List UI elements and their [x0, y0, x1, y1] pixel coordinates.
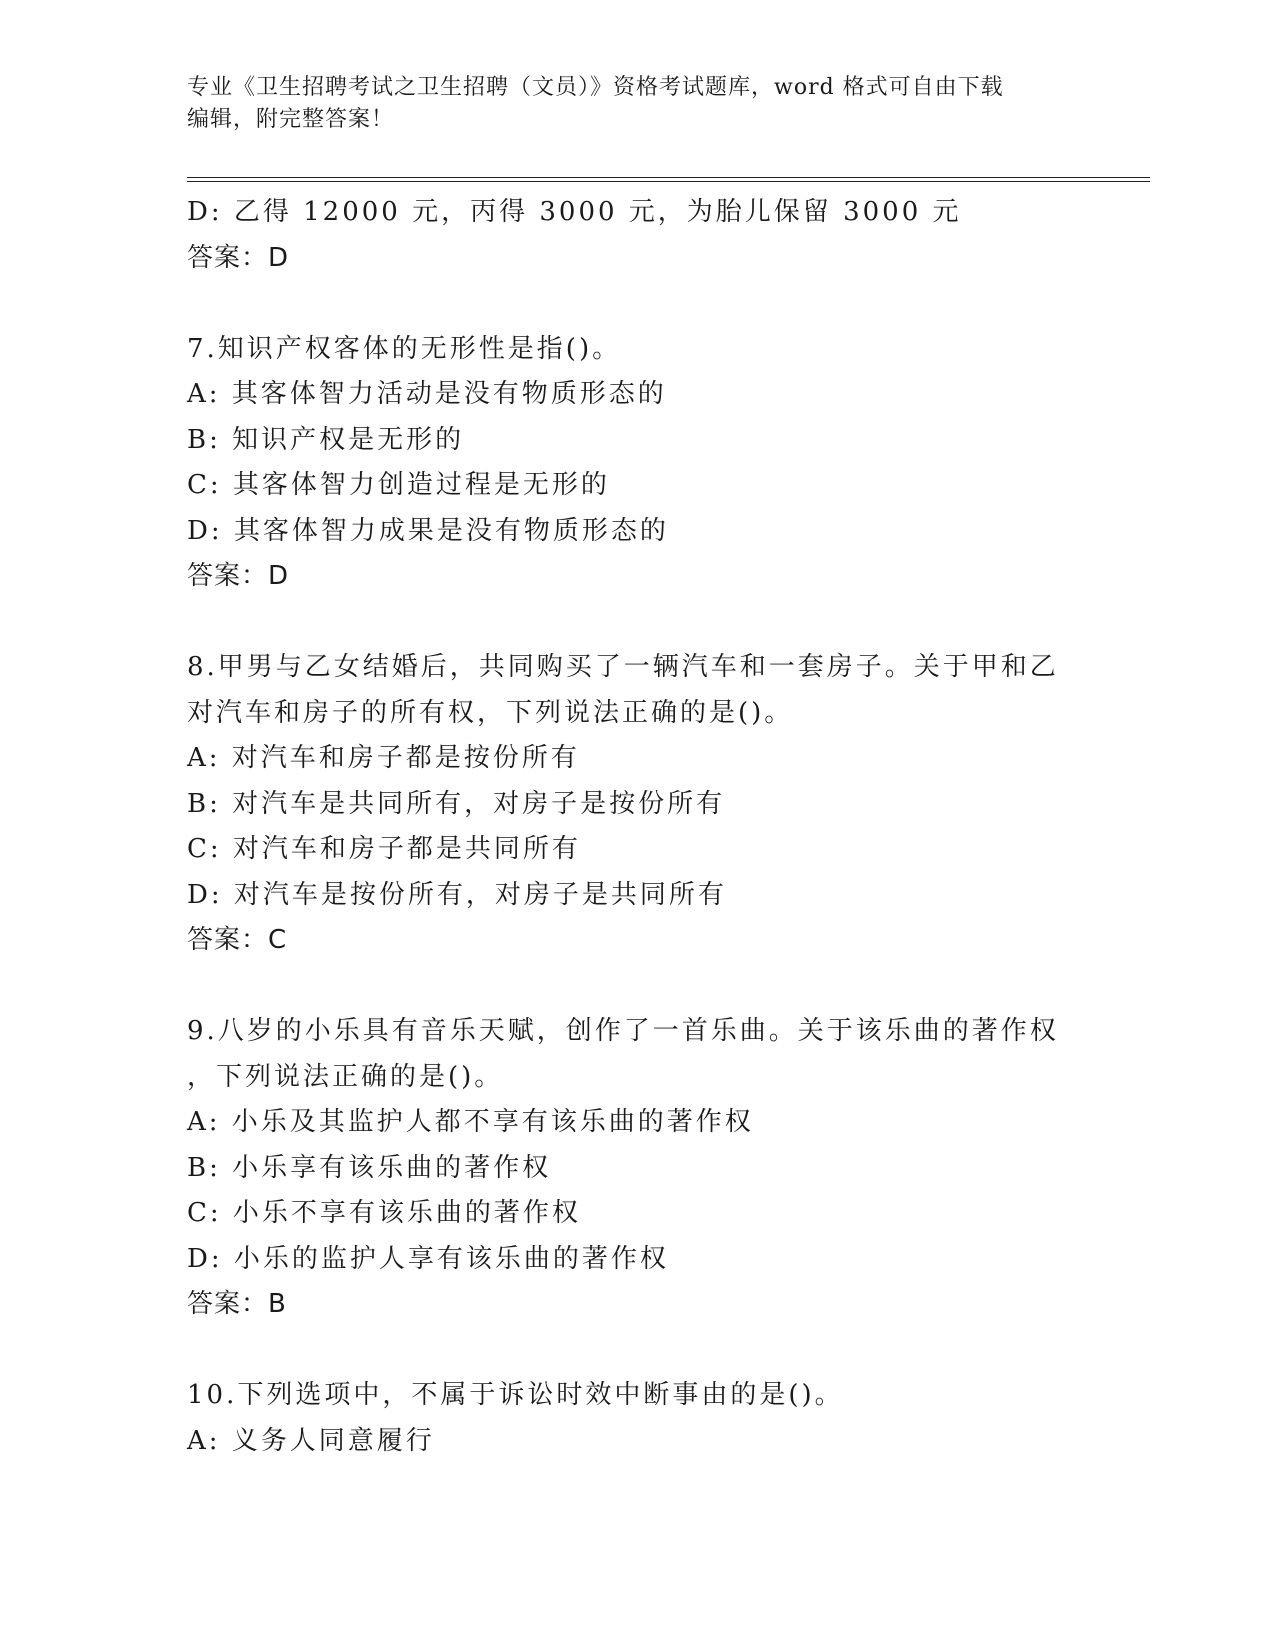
- question-stem-line-1: 9.八岁的小乐具有音乐天赋，创作了一首乐曲。关于该乐曲的著作权: [187, 1016, 1059, 1046]
- option-a: A: 其客体智力活动是没有物质形态的: [187, 379, 667, 409]
- question-10: [187, 1373, 1087, 1464]
- option-a: A: 小乐及其监护人都不享有该乐曲的著作权: [187, 1107, 754, 1137]
- page-header: [187, 72, 1077, 136]
- option-d: D: 对汽车是按份所有，对房子是共同所有: [187, 879, 727, 910]
- option-b: B: 对汽车是共同所有，对房子是按份所有: [187, 788, 726, 819]
- answer: 答案：C: [187, 925, 288, 955]
- option-b: B: 知识产权是无形的: [187, 424, 465, 455]
- option-a: A: 对汽车和房子都是按份所有: [187, 743, 580, 773]
- question-stem-line-1: 8.甲男与乙女结婚后，共同购买了一辆汽车和一套房子。关于甲和乙: [187, 652, 1059, 682]
- spacer: [187, 1328, 1087, 1374]
- option-b: B: 小乐享有该乐曲的著作权: [187, 1152, 552, 1183]
- question-8: [187, 645, 1087, 964]
- option-c: C: 对汽车和房子都是共同所有: [187, 834, 581, 864]
- question-9: [187, 1009, 1087, 1328]
- option-c: C: 其客体智力创造过程是无形的: [187, 470, 610, 500]
- answer: 答案：D: [187, 561, 290, 591]
- question-stem-line-2: ，下列说法正确的是()。: [187, 1061, 504, 1092]
- header-divider-top: [187, 177, 1150, 178]
- header-divider-bottom: [187, 181, 1150, 182]
- carryover-option-d: D: 乙得 12000 元，丙得 3000 元，为胎儿保留 3000 元: [187, 197, 962, 227]
- answer: 答案：B: [187, 1289, 287, 1319]
- question-7: [187, 327, 1087, 600]
- header-line-2: 编辑，附完整答案！: [187, 107, 395, 132]
- question-stem: 10.下列选项中，不属于诉讼时效中断事由的是()。: [187, 1380, 844, 1410]
- header-line-1: 专业《卫生招聘考试之卫生招聘（文员）》资格考试题库，word 格式可自由下载: [187, 75, 1004, 100]
- spacer: [187, 281, 1087, 327]
- spacer: [187, 600, 1087, 646]
- option-d: D: 小乐的监护人享有该乐曲的著作权: [187, 1243, 669, 1274]
- question-stem: 7.知识产权客体的无形性是指()。: [187, 333, 622, 364]
- question-stem-line-2: 对汽车和房子的所有权，下列说法正确的是()。: [187, 697, 794, 728]
- option-c: C: 小乐不享有该乐曲的著作权: [187, 1198, 581, 1228]
- carryover-answer: 答案：D: [187, 242, 290, 273]
- question-content: [187, 190, 1087, 1464]
- option-a: A: 义务人同意履行: [187, 1425, 435, 1456]
- option-d: D: 其客体智力成果是没有物质形态的: [187, 515, 669, 546]
- spacer: [187, 964, 1087, 1010]
